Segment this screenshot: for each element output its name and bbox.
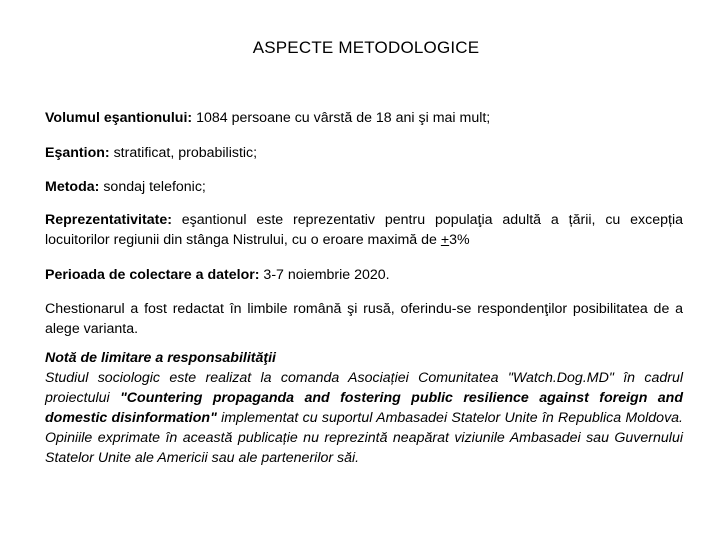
method-label: Metoda: (45, 179, 100, 195)
plus-sign: + (440, 232, 450, 248)
margin-of-error: 3% (449, 232, 470, 248)
representativeness-paragraph (45, 210, 683, 250)
project-name: "Countering propaganda and fostering public resilience against foreign and domestic disinformation" (45, 390, 683, 426)
collection-period-label: Perioada de colectare a datelor: (45, 267, 260, 283)
sample-type-value: stratificat, probabilistic; (109, 145, 258, 161)
disclaimer-part-1: Studiul sociologic este realizat la comanda Asociației Comunitatea "Watch.Dog.MD" în cadrul proiectului (45, 370, 683, 406)
method-value: sondaj telefonic; (99, 179, 206, 195)
representativeness-text: eşantionul este reprezentativ pentru populaţia adultă a țării, cu excepția locuitorilor regiunii din stânga Nistrului, cu o eroare maximă de (45, 212, 683, 248)
collection-period-value: 3-7 noiembrie 2020. (259, 267, 390, 283)
disclaimer-text (45, 368, 683, 468)
sample-size-value: 1084 persoane cu vârstă de 18 ani şi mai mult; (192, 110, 491, 126)
sample-type-label: Eşantion: (45, 145, 110, 161)
disclaimer-block (45, 348, 683, 468)
collection-period-line (45, 265, 683, 285)
disclaimer-part-2: implementat cu suportul Ambasadei Statelor Unite în Republica Moldova. Opiniile exprimate în această publicație nu reprezintă neapărat viziunile Ambasadei sau Guvernului Statelor Unite ale Americii sau ale partenerilor săi. (45, 410, 683, 466)
disclaimer-heading: Notă de limitare a responsabilităţii (45, 350, 277, 366)
questionnaire-paragraph: Chestionarul a fost redactat în limbile română şi rusă, oferindu-se respondenţilor posibilitatea de a alege varianta. (45, 301, 683, 337)
sample-type-line (45, 143, 683, 163)
representativeness-label: Reprezentativitate: (45, 212, 172, 228)
sample-size-label: Volumul eşantionului: (45, 110, 193, 126)
method-line (45, 177, 683, 197)
sample-size-line (45, 108, 683, 128)
page-title: ASPECTE METODOLOGICE (252, 38, 480, 57)
